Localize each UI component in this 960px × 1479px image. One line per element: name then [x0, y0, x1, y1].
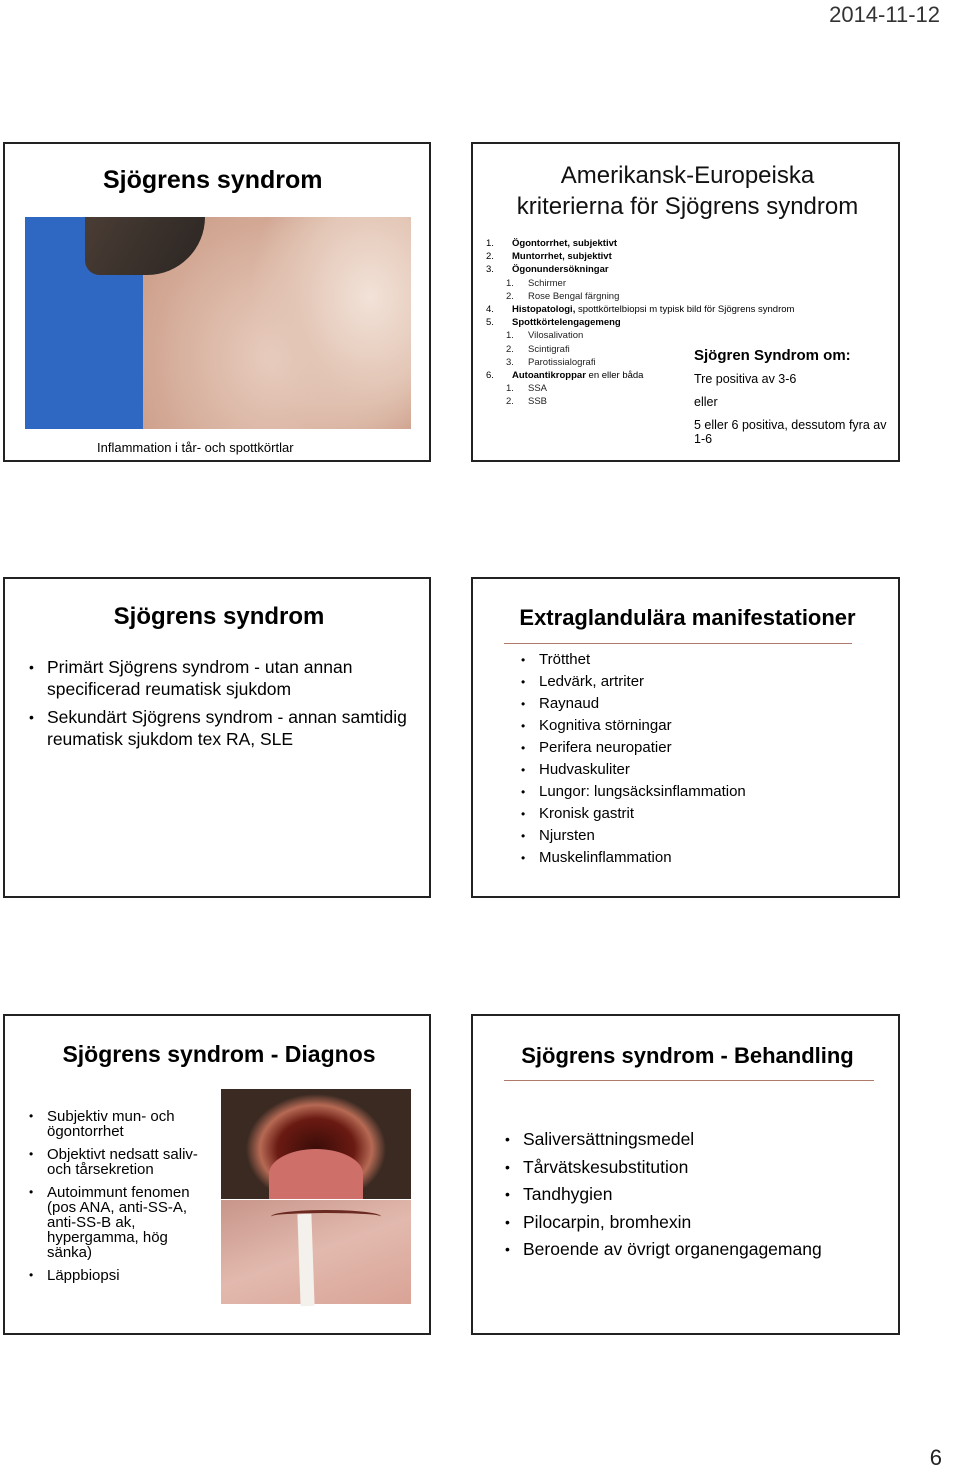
bullet-list — [29, 656, 419, 756]
face-neck-photo — [25, 217, 411, 429]
criterion-label: Muntorrhet, subjektivt — [512, 251, 612, 263]
list-item: • Objektivt nedsatt saliv- och tårsekretion — [29, 1147, 209, 1177]
criterion-label: Ögonundersökningar — [512, 264, 609, 276]
list-item: • Trötthet — [521, 649, 746, 671]
list-item: • Subjektiv mun- och ögontorrhet — [29, 1109, 209, 1139]
sub-label: Scintigrafi — [528, 343, 570, 355]
slide-4 — [471, 577, 900, 898]
sub-number: 1. — [506, 383, 514, 395]
diagnosis-rule — [694, 347, 894, 455]
criterion-number: 2. — [486, 251, 494, 263]
list-item: • Sekundärt Sjögrens syndrom - annan samtidig reumatisk sjukdom tex RA, SLE — [29, 706, 419, 750]
list-item: • Tårvätskesubstitution — [505, 1156, 822, 1178]
list-item: • Muskelinflammation — [521, 847, 746, 869]
sub-number: 1. — [506, 277, 514, 289]
list-item: • Beroende av övrigt organengagemang — [505, 1238, 822, 1260]
list-item: • Njursten — [521, 825, 746, 847]
rule-text: 5 eller 6 positiva, dessutom fyra av 1-6 — [694, 418, 887, 446]
sub-number: 2. — [506, 396, 514, 408]
criterion — [486, 303, 794, 316]
slide-title — [473, 160, 900, 222]
slide-5 — [3, 1014, 431, 1335]
slide-title: Sjögrens syndrom - Behandling — [521, 1043, 854, 1068]
rule-text: Tre positiva av 3-6 — [694, 372, 797, 386]
sub-criterion — [486, 329, 794, 342]
criterion — [486, 250, 794, 263]
bullet-list — [29, 1109, 209, 1291]
slide-6 — [471, 1014, 900, 1335]
page-number: 6 — [929, 1445, 942, 1470]
photo-test-strip — [297, 1214, 314, 1306]
sub-label: Vilosalivation — [528, 330, 584, 342]
criterion-label: Histopatologi, — [512, 304, 576, 316]
sub-criterion — [486, 290, 794, 303]
criterion — [486, 237, 794, 250]
sub-label: Parotissialografi — [528, 356, 596, 368]
criterion-label: Spottkörtelengagemeng — [512, 317, 621, 329]
criterion-extra: spottkörtelbiopsi m typisk bild för Sjögrens syndrom — [577, 304, 795, 316]
title-line-1: Amerikansk-Europeiska — [560, 162, 815, 189]
list-item: • Hudvaskuliter — [521, 759, 746, 781]
list-item: • Pilocarpin, bromhexin — [505, 1211, 822, 1233]
list-item: • Ledvärk, artriter — [521, 671, 746, 693]
image-caption: Inflammation i tår- och spottkörtlar — [97, 440, 294, 455]
rule-text: eller — [694, 395, 718, 409]
slide-title: Extraglandulära manifestationer — [519, 605, 856, 630]
rule-heading: Sjögren Syndrom om: — [694, 347, 851, 364]
sub-label: SSB — [528, 396, 548, 408]
bullet-list — [521, 649, 746, 869]
page-date: 2014-11-12 — [829, 2, 940, 27]
sub-number: 2. — [506, 343, 514, 355]
sub-number: 3. — [506, 356, 514, 368]
bullet-list — [505, 1128, 822, 1266]
criterion-number: 3. — [486, 264, 494, 276]
list-item: • Kognitiva störningar — [521, 715, 746, 737]
slide-2 — [471, 142, 900, 462]
criterion-number: 1. — [486, 238, 494, 249]
criterion-extra: en eller båda — [588, 370, 644, 382]
photo-hair — [85, 217, 205, 275]
sub-label: Rose Bengal färgning — [528, 290, 620, 302]
title-divider — [504, 1080, 874, 1081]
sub-number: 2. — [506, 290, 514, 302]
criterion-label: Autoantikroppar — [512, 370, 586, 382]
list-item: • Kronisk gastrit — [521, 803, 746, 825]
list-item: • Primärt Sjögrens syndrom - utan annan specificerad reumatisk sjukdom — [29, 656, 419, 700]
criterion-number: 4. — [486, 304, 494, 316]
title-divider — [504, 643, 852, 644]
criterion — [486, 263, 794, 276]
photo-tongue — [269, 1149, 363, 1199]
criterion-number: 6. — [486, 370, 494, 382]
slide-title: Sjögrens syndrom - Diagnos — [62, 1041, 376, 1067]
slide-3 — [3, 577, 431, 898]
sub-label: SSA — [528, 383, 548, 395]
list-item: • Perifera neuropatier — [521, 737, 746, 759]
mouth-photo — [221, 1089, 411, 1199]
list-item: • Tandhygien — [505, 1183, 822, 1205]
criterion — [486, 316, 794, 329]
list-item: • Lungor: lungsäcksinflammation — [521, 781, 746, 803]
list-item: • Raynaud — [521, 693, 746, 715]
sub-number: 1. — [506, 330, 514, 342]
criterion-number: 5. — [486, 317, 494, 329]
title-line-2: kriterierna för Sjögrens syndrom — [516, 193, 859, 220]
sub-label: Schirmer — [528, 277, 567, 289]
photo-eyelid — [271, 1210, 381, 1223]
slide-1 — [3, 142, 431, 462]
sub-criterion — [486, 277, 794, 290]
list-item: • Autoimmunt fenomen (pos ANA, anti-SS-A, anti-SS-B ak, hypergamma, hög sänka) — [29, 1185, 209, 1260]
criterion-label: Ögontorrhet, subjektivt — [512, 238, 618, 249]
schirmer-test-photo — [221, 1200, 411, 1304]
slide-title: Sjögrens syndrom — [113, 603, 325, 630]
slide-title: Sjögrens syndrom — [103, 166, 323, 194]
list-item: • Saliversättningsmedel — [505, 1128, 822, 1150]
list-item: • Läppbiopsi — [29, 1268, 209, 1283]
